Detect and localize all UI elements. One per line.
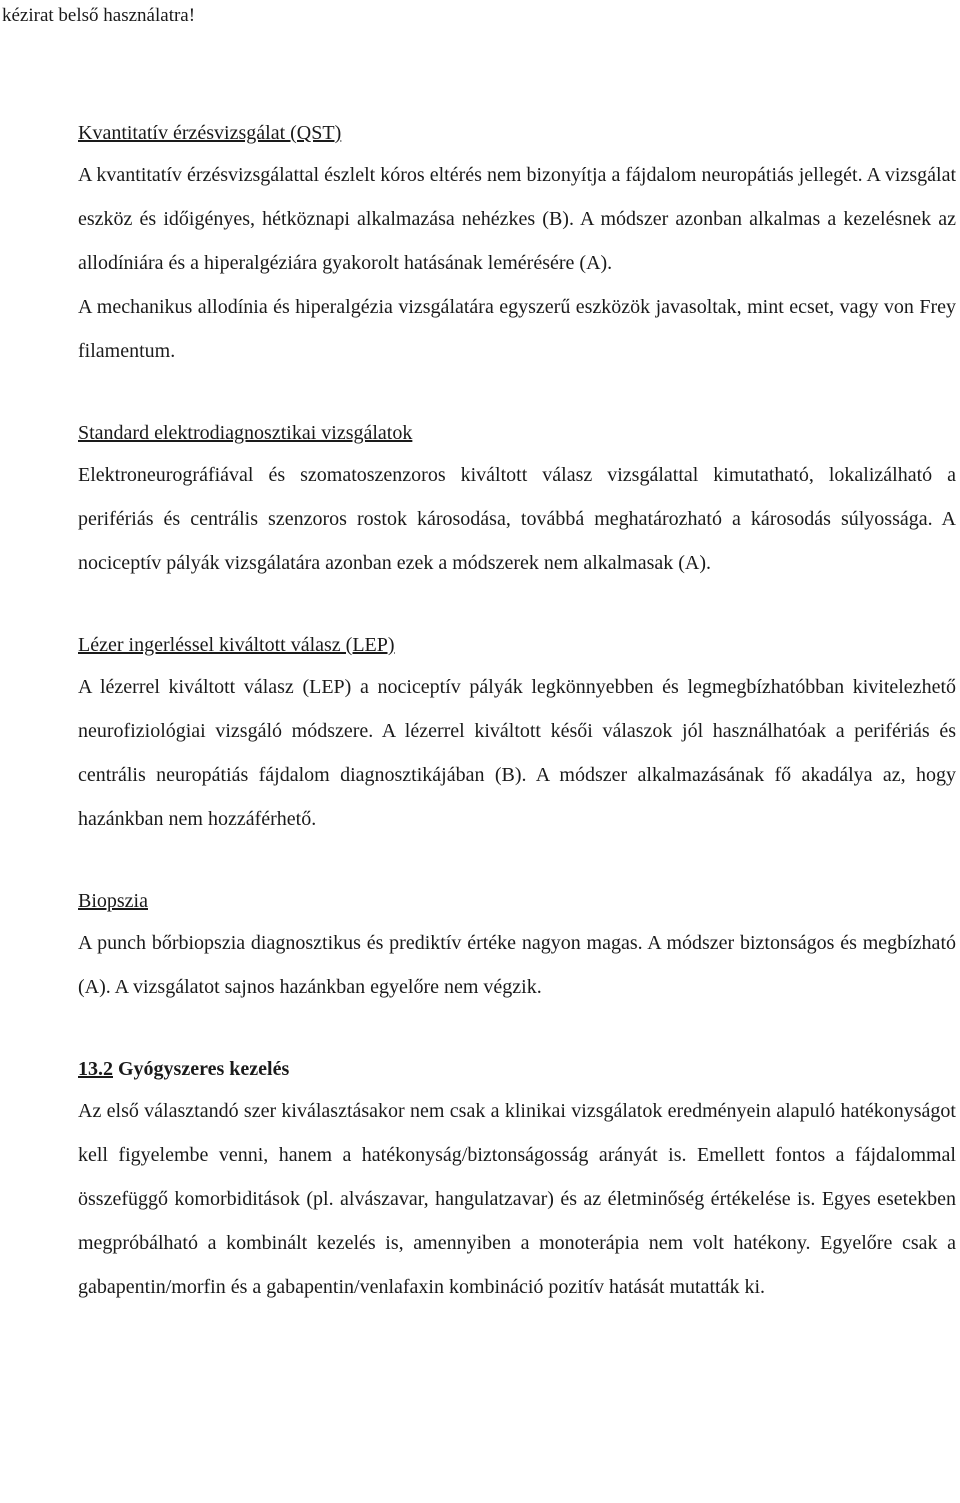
section-paragraph: Az első választandó szer kiválasztásakor nem csak a klinikai vizsgálatok eredményein alapuló hatékonyságot kell figyelembe venni, hanem a hatékonyság/biztonságosság arányát is. Emellett fontos a fájdalommal összefüggő komorbiditások (pl. alvászavar, hangulatzavar) és az életminőség értékelése is. Egyes esetekben megpróbálható a kombinált kezelés is, amennyiben a monoterápia nem volt hatékony. Egyelőre csak a gabapentin/morfin és a gabapentin/venlafaxin kombináció pozitív hatását mutatták ki. bbox=[78, 1100, 956, 1298]
heading-number: 13.2 bbox=[78, 1058, 113, 1080]
section-biopsy bbox=[78, 881, 956, 1009]
section-paragraph: A kvantitatív érzésvizsgálattal észlelt kóros eltérés nem bizonyítja a fájdalom neuropátiás jellegét. A vizsgálat eszköz és időigényes, hétköznapi alkalmazása nehézkes (B). A módszer azonban alkalmas a kezelésnek az allodíniára és a hiperalgéziára gyakorolt hatásának lemérésére (A). bbox=[78, 164, 956, 274]
heading-text: Gyógyszeres kezelés bbox=[113, 1058, 290, 1080]
section-heading: Lézer ingerléssel kiváltott válasz (LEP) bbox=[78, 634, 395, 656]
section-paragraph: Elektroneurográfiával és szomatoszenzoros kiváltott válasz vizsgálattal kimutatható, lokalizálható a perifériás és centrális szenzoros rostok károsodása, továbbá meghatározható a károsodás súlyossága. A nociceptív pályák vizsgálatára azonban ezek a módszerek nem alkalmasak (A). bbox=[78, 464, 956, 574]
section-paragraph: A lézerrel kiváltott válasz (LEP) a nociceptív pályák legkönnyebben és legmegbízhatóbban kivitelezhető neurofiziológiai vizsgáló módszere. A lézerrel kiváltott késői válaszok jól használhatóak a perifériás és centrális neuropátiás fájdalom diagnosztikájában (B). A módszer alkalmazásának fő akadálya az, hogy hazánkban nem hozzáférhető. bbox=[78, 676, 956, 830]
section-heading bbox=[78, 1049, 956, 1089]
section-lep bbox=[78, 625, 956, 841]
section-qst bbox=[78, 113, 956, 373]
section-drug-treatment bbox=[78, 1049, 956, 1309]
section-heading: Biopszia bbox=[78, 890, 148, 912]
document-body bbox=[78, 113, 956, 1309]
section-paragraph: A mechanikus allodínia és hiperalgézia vizsgálatára egyszerű eszközök javasoltak, mint ecset, vagy von Frey filamentum. bbox=[78, 296, 956, 362]
header-note: kézirat belső használatra! bbox=[2, 5, 196, 26]
section-electrodiagnostics bbox=[78, 413, 956, 585]
section-paragraph: A punch bőrbiopszia diagnosztikus és prediktív értéke nagyon magas. A módszer biztonságos és megbízható (A). A vizsgálatot sajnos hazánkban egyelőre nem végzik. bbox=[78, 932, 956, 998]
section-heading: Kvantitatív érzésvizsgálat (QST) bbox=[78, 122, 342, 144]
section-heading: Standard elektrodiagnosztikai vizsgálatok bbox=[78, 422, 413, 444]
